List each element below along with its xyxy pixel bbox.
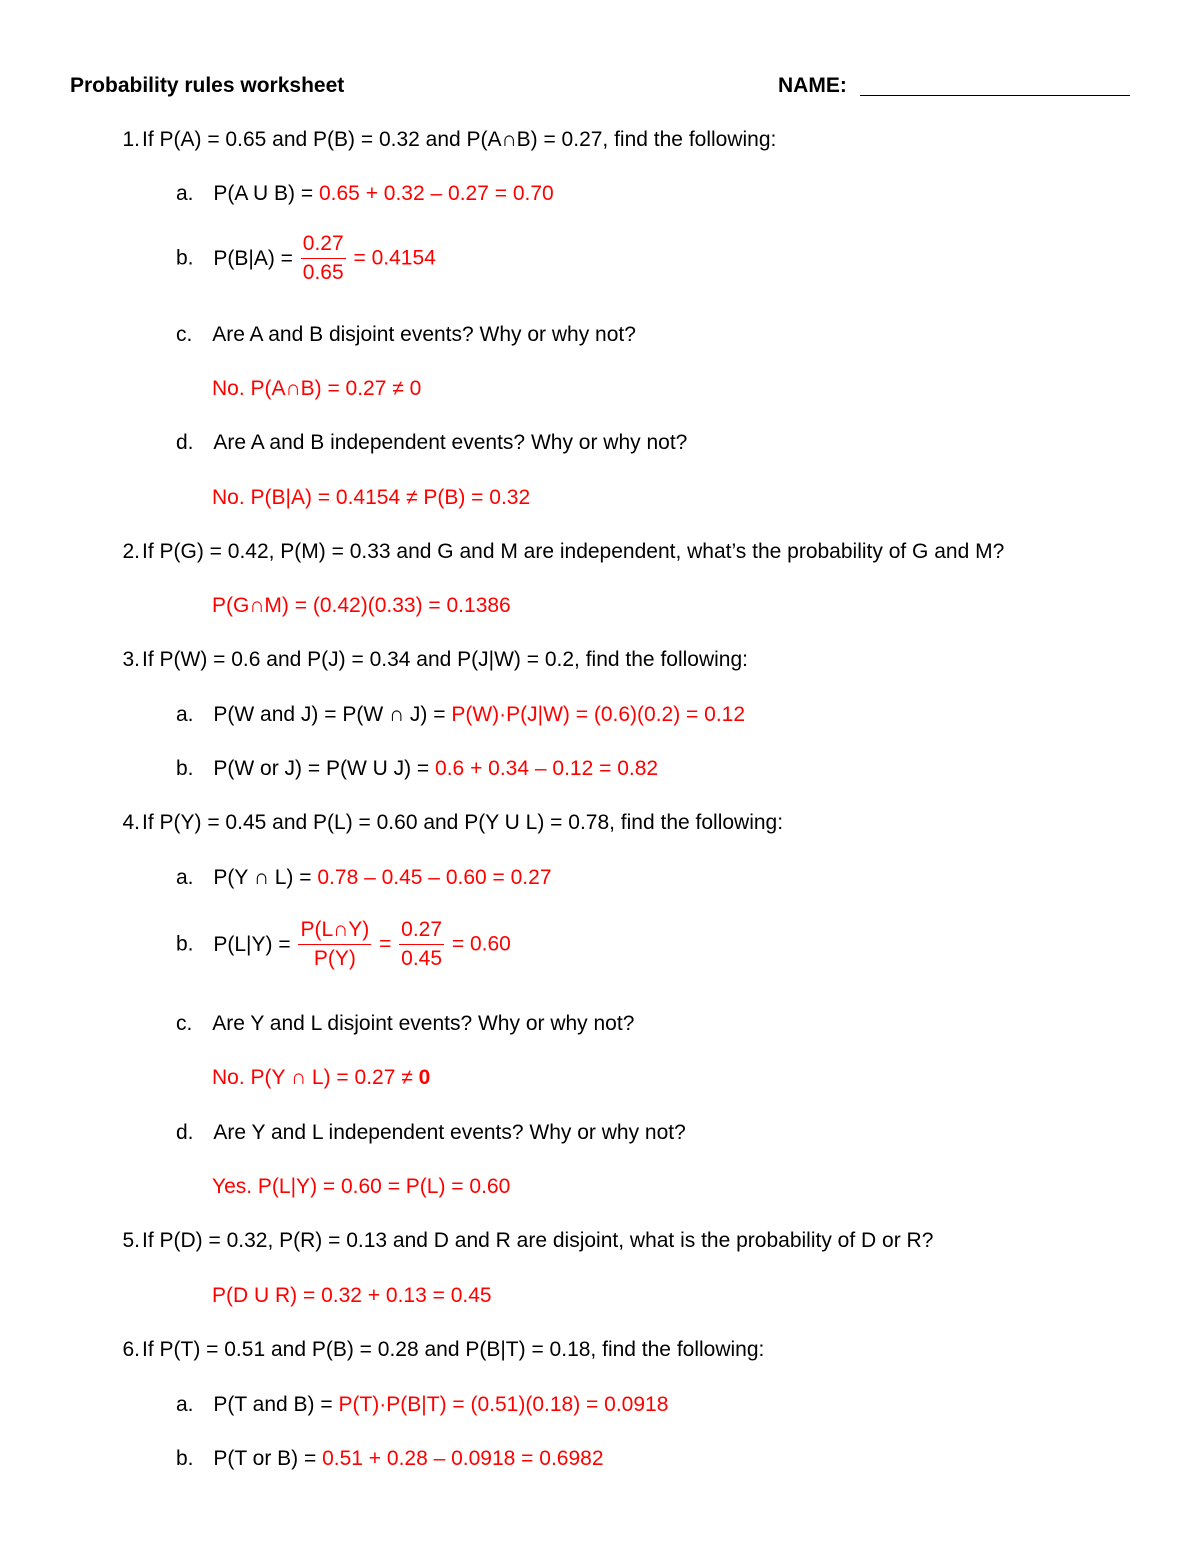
question-number: 4. — [122, 811, 140, 834]
q1-a-answer: 0.65 + 0.32 – 0.27 = 0.70 — [318, 182, 554, 205]
question-number: 3. — [122, 648, 140, 671]
q4-part-a: a. P(Y ∩ L) = 0.78 – 0.45 – 0.60 = 0.27 — [176, 866, 552, 889]
question-text: If P(Y) = 0.45 and P(L) = 0.60 and P(Y U L) = 0.78, find the following: — [142, 811, 784, 834]
question-number: 6. — [122, 1338, 140, 1361]
question-text: If P(A) = 0.65 and P(B) = 0.32 and P(A∩B) = 0.27, find the following: — [142, 128, 777, 151]
q4-c-answer: No. P(Y ∩ L) = 0.27 ≠ 0 — [212, 1066, 431, 1089]
question-number: 5. — [122, 1229, 140, 1252]
q3-part-b: b. P(W or J) = P(W U J) = 0.6 + 0.34 – 0.12 = 0.82 — [176, 757, 659, 780]
q4-part-b: b. P(L|Y) = $\frac{P(L\cap Y)}{P(Y)}$ = $\frac{0.27}{0.45}$ = 0.60 — [176, 918, 511, 970]
q3-a-answer: P(W)·P(J|W) = (0.6)(0.2) = 0.12 — [451, 703, 746, 726]
worksheet-title: Probability rules worksheet — [70, 74, 345, 97]
q1-part-b: b. P(B|A) = $\frac{0.27}{0.65}$ = 0.4154 — [176, 232, 436, 284]
q6-part-b: b. P(T or B) = 0.51 + 0.28 – 0.0918 = 0.6982 — [176, 1447, 604, 1470]
name-blank-line[interactable] — [860, 95, 1130, 96]
q6-a-answer: P(T)·P(B|T) = (0.51)(0.18) = 0.0918 — [338, 1393, 669, 1416]
q2-answer: P(G∩M) = (0.42)(0.33) = 0.1386 — [212, 594, 511, 617]
q6-b-answer: 0.51 + 0.28 – 0.0918 = 0.6982 — [322, 1447, 604, 1470]
q4-a-answer: 0.78 – 0.45 – 0.60 = 0.27 — [317, 866, 552, 889]
q3-part-a: a. P(W and J) = P(W ∩ J) = P(W)·P(J|W) = (0.6)(0.2) = 0.12 — [176, 703, 746, 726]
question-number: 1. — [122, 128, 140, 151]
name-label: NAME: — [778, 74, 847, 97]
q4-b-fraction-2: $\frac{0.27}{0.45}$ — [401, 918, 443, 970]
question-text: If P(T) = 0.51 and P(B) = 0.28 and P(B|T) = 0.18, find the following: — [142, 1338, 765, 1361]
q6-part-a: a. P(T and B) = P(T)·P(B|T) = (0.51)(0.18) = 0.0918 — [176, 1393, 669, 1416]
q4-b-fraction-1: $\frac{P(L\cap Y)}{P(Y)}$ — [300, 918, 370, 970]
question-text: If P(D) = 0.32, P(R) = 0.13 and D and R are disjoint, what is the probability of D or R? — [142, 1229, 934, 1252]
q3-b-answer: 0.6 + 0.34 – 0.12 = 0.82 — [435, 757, 659, 780]
q4-part-c: c. Are Y and L disjoint events? Why or why not? — [176, 1012, 635, 1035]
q4-d-answer: Yes. P(L|Y) = 0.60 = P(L) = 0.60 — [212, 1175, 511, 1198]
question-number: 2. — [122, 540, 140, 563]
q4-part-d: d. Are Y and L independent events? Why or why not? — [176, 1121, 686, 1144]
q1-part-c: c. Are A and B disjoint events? Why or why not? — [176, 323, 636, 346]
question-2 — [106, 540, 1156, 564]
question-6 — [106, 1338, 1106, 1362]
question-4 — [106, 811, 1106, 835]
question-3 — [106, 648, 1106, 672]
question-1 — [106, 128, 1106, 152]
question-text: If P(G) = 0.42, P(M) = 0.33 and G and M are independent, what’s the probability of G and M? — [142, 540, 1005, 563]
q5-answer: P(D U R) = 0.32 + 0.13 = 0.45 — [212, 1284, 492, 1307]
q1-part-d: d. Are A and B independent events? Why or why not? — [176, 431, 688, 454]
q1-part-a: a. P(A U B) = 0.65 + 0.32 – 0.27 = 0.70 — [176, 182, 554, 205]
question-text: If P(W) = 0.6 and P(J) = 0.34 and P(J|W) = 0.2, find the following: — [142, 648, 748, 671]
question-5 — [106, 1229, 1156, 1253]
q1-b-fraction: $\frac{0.27}{0.65}$ — [302, 232, 344, 284]
q1-d-answer: No. P(B|A) = 0.4154 ≠ P(B) = 0.32 — [212, 486, 531, 509]
q1-c-answer: No. P(A∩B) = 0.27 ≠ 0 — [212, 377, 422, 400]
